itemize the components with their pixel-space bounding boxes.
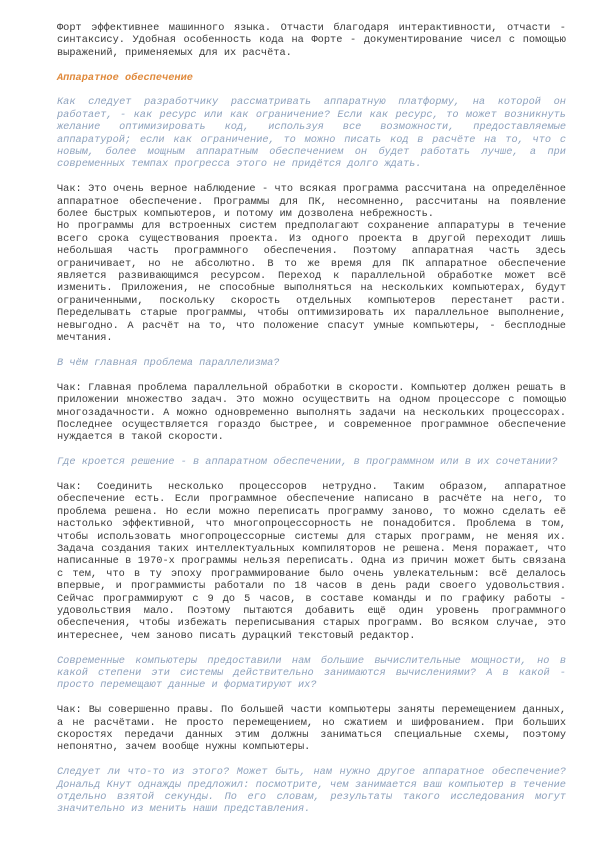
section-heading: Аппаратное обеспечение	[57, 71, 193, 84]
intro-paragraph: Форт эффективнее машинного языка. Отчасти благодаря интерактивности, отчасти - синтаксису. Удобная особенность кода на Форте - документирование чисел с помощью выражений, применяемых для их расчёта.	[57, 22, 566, 59]
question-2: В чём главная проблема параллелизма?	[57, 356, 280, 369]
answer-4: Чак: Вы совершенно правы. По большей части компьютеры заняты перемещением данных, а не расчётами. Не просто перемещением, но сжатием и шифрованием. При больших скоростях передачи данных этим должны заниматься специальные схемы, поэтому непонятно, зачем вообще нужны компьютеры.	[57, 704, 566, 754]
answer-1a: Чак: Это очень верное наблюдение - что всякая программа рассчитана на определённое аппаратное обеспечение. Программы для ПК, несомненно, рассчитаны на появление более быстрых компьютеров, и потому им дозволена небрежность.	[57, 183, 566, 221]
document-page	[57, 22, 566, 828]
question-1: Как следует разработчику рассматривать аппаратную платформу, на которой он работает, - как ресурс или как ограничение? Если как ресурс, то может возникнуть желание оптимизировать код, используя все возможности, предоставляемые аппаратурой; если как ограничение, то можно писать код в расчёте на то, что с новым, более мощным аппаратным обеспечением он будет работать лучше, а при современных темпах прогресса этого не придётся долго ждать.	[57, 96, 566, 171]
question-4: Современные компьютеры предоставили нам большие вычислительные мощности, но в какой степени эти системы действительно занимаются вычислениями? А в какой - просто перемещают данные и форматируют их?	[57, 654, 566, 692]
answer-1b: Но программы для встроенных систем предполагают сохранение аппаратуры в течение всего срока существования проекта. Из одного проекта в другой переходит лишь небольшая часть программного обеспечения. Поэтому аппаратная часть здесь ограничивает, но не абсолютно. В то же время для ПК аппаратное обеспечение является развивающимся ресурсом. Переход к параллельной обработке может всё изменить. Приложения, не способные выполняться на нескольких компьютерах, будут ограниченными, поскольку скорость отдельных компьютеров перестанет расти. Переделывать старые программы, чтобы оптимизировать их параллельное выполнение, невыгодно. А расчёт на то, что положение спасут умные компьютеры, - бесплодные мечтания.	[57, 220, 566, 345]
question-3: Где кроется решение - в аппаратном обеспечении, в программном или в их сочетании?	[57, 456, 558, 469]
question-5: Следует ли что-то из этого? Может быть, нам нужно другое аппаратное обеспечение? Дональд Кнут однажды предложил: посмотрите, чем занимается ваш компьютер в течение отдельно взятой секунды. По его словам, результаты такого исследования могут значительно из менить наши представления.	[57, 766, 566, 816]
answer-3: Чак: Соединить несколько процессоров нетрудно. Таким образом, аппаратное обеспечение есть. Если программное обеспечение написано в расчёте на него, то проблема решена. Но если можно переписать программу заново, то можно сделать её настолько эффективной, что многопроцессорность не понадобится. Проблема в том, чтобы использовать многопроцессорные системы для старых программ, не меняя их. Задача создания таких интеллектуальных компиляторов не решена. Меня поражает, что написанные в 1970-х программы нельзя переписать. Одна из причин может быть связана с тем, что в ту эпоху программирование было очень увлекательным: всё делалось впервые, и программисты работали по 18 часов в день ради своего удовольствия. Сейчас программируют с 9 до 5 часов, в составе команды и по графику работы - удовольствия мало. Поэтому пытаются добавить ещё один уровень программного обеспечения, чтобы избежать переписывания старых программ. Во всяком случае, это интереснее, чем заново писать дурацкий текстовый редактор.	[57, 480, 566, 642]
answer-2: Чак: Главная проблема параллельной обработки в скорости. Компьютер должен решать в приложении множество задач. Это можно осуществить на одном процессоре с помощью многозадачности. А можно одновременно выполнять задачи на нескольких процессорах. Последнее осуществляется гораздо быстрее, и современное программное обеспечение нуждается в такой скорости.	[57, 381, 566, 444]
